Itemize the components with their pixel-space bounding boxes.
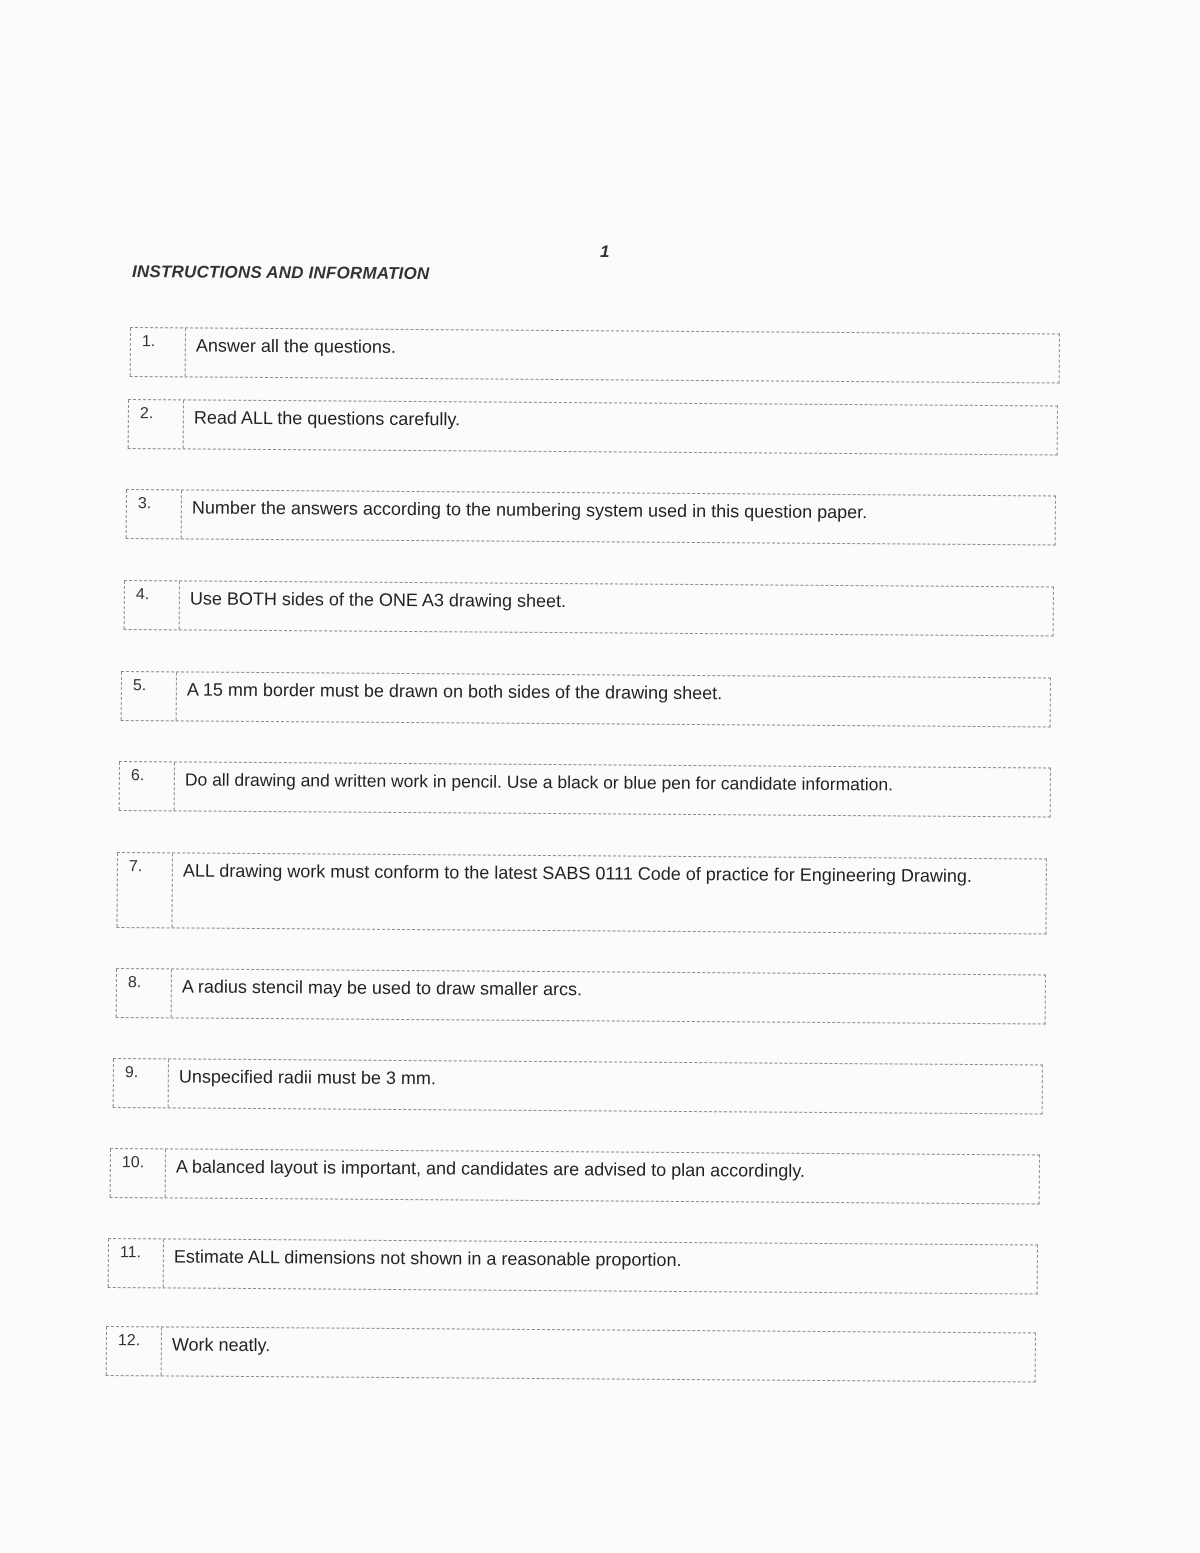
instruction-number: 2. bbox=[128, 400, 184, 448]
instruction-text: A balanced layout is important, and candidates are advised to plan accordingly. bbox=[175, 1156, 805, 1181]
instruction-number: 1. bbox=[130, 328, 186, 376]
instruction-row bbox=[110, 1148, 1040, 1204]
instruction-text: Unspecified radii must be 3 mm. bbox=[178, 1066, 437, 1089]
instruction-row bbox=[126, 489, 1056, 545]
instruction-row bbox=[128, 399, 1058, 455]
page-number: 1 bbox=[600, 242, 610, 261]
instruction-row bbox=[106, 1326, 1036, 1382]
instruction-number: 11. bbox=[108, 1239, 164, 1287]
instruction-text: Number the answers according to the numbering system used in this question paper. bbox=[191, 497, 868, 523]
instruction-number: 7. bbox=[116, 853, 173, 927]
instruction-row bbox=[108, 1238, 1038, 1294]
instruction-number: 4. bbox=[124, 581, 180, 629]
instruction-number: 9. bbox=[113, 1059, 169, 1107]
instruction-text: Answer all the questions. bbox=[195, 335, 397, 357]
instruction-text: Work neatly. bbox=[171, 1334, 271, 1356]
instruction-number: 8. bbox=[116, 969, 172, 1017]
instruction-text: Estimate ALL dimensions not shown in a reasonable proportion. bbox=[173, 1246, 682, 1271]
instruction-number: 3. bbox=[126, 490, 182, 538]
instruction-text: Do all drawing and written work in pencil. Use a black or blue pen for candidate information. bbox=[184, 769, 894, 795]
instruction-row bbox=[113, 1058, 1043, 1114]
instruction-text: A 15 mm border must be drawn on both sides of the drawing sheet. bbox=[186, 679, 723, 704]
instruction-row bbox=[119, 761, 1051, 818]
instruction-row bbox=[124, 580, 1054, 636]
instruction-text: A radius stencil may be used to draw smaller arcs. bbox=[181, 976, 583, 1000]
instruction-row bbox=[116, 852, 1047, 934]
instruction-number: 12. bbox=[106, 1327, 162, 1375]
instruction-row bbox=[130, 327, 1060, 383]
instruction-number: 5. bbox=[121, 672, 177, 720]
instruction-row bbox=[116, 968, 1046, 1024]
instruction-text: ALL drawing work must conform to the latest SABS 0111 Code of practice for Engineering Drawing. bbox=[182, 860, 973, 886]
instruction-text: Read ALL the questions carefully. bbox=[193, 407, 461, 430]
instruction-number: 10. bbox=[110, 1149, 166, 1197]
instruction-row bbox=[121, 671, 1051, 727]
instruction-number: 6. bbox=[119, 762, 175, 810]
instruction-text: Use BOTH sides of the ONE A3 drawing sheet. bbox=[189, 588, 567, 612]
section-heading: INSTRUCTIONS AND INFORMATION bbox=[131, 262, 430, 284]
